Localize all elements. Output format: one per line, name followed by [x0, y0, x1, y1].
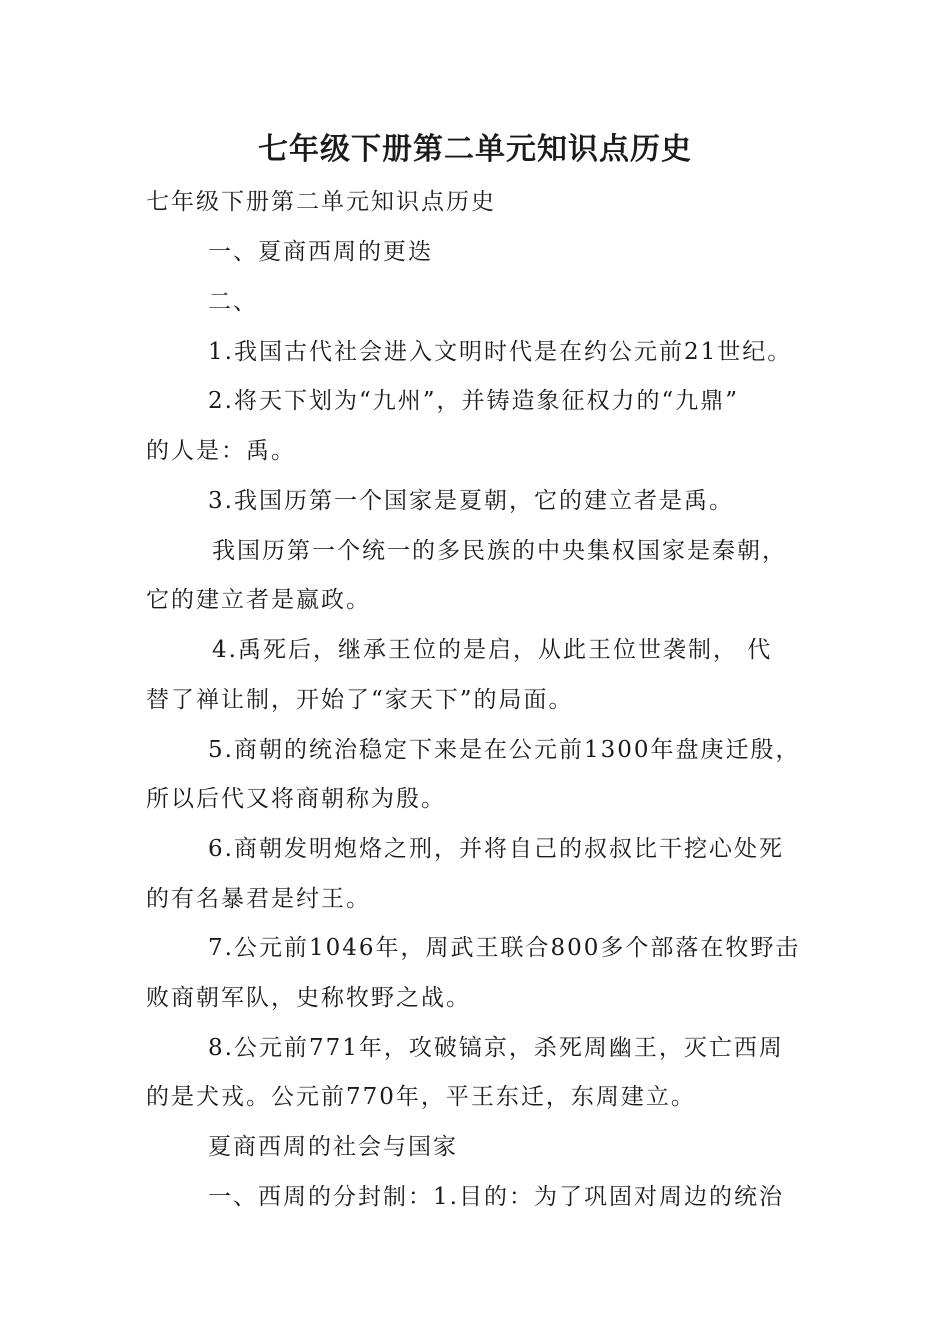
text-line: 7.公元前1046年，周武王联合800多个部落在牧野击 — [208, 935, 801, 961]
text-line: 1.我国古代社会进入文明时代是在约公元前21世纪。 — [208, 339, 793, 365]
text-line: 5.商朝的统治稳定下来是在公元前1300年盘庚迁殷， — [208, 737, 801, 763]
text-line: 它的建立者是嬴政。 — [146, 587, 371, 613]
text-line: 我国历第一个统一的多民族的中央集权国家是秦朝， — [212, 538, 787, 564]
text-line: 8.公元前771年，攻破镐京，杀死周幽王，灭亡西周 — [208, 1035, 784, 1061]
text-line: 一、夏商西周的更迭 — [208, 239, 433, 265]
text-line: 替了禅让制，开始了“家天下”的局面。 — [146, 687, 574, 713]
text-line: 一、西周的分封制：1.目的：为了巩固对周边的统治 — [208, 1184, 784, 1210]
text-line: 6.商朝发明炮烙之刑，并将自己的叔叔比干挖心处死 — [208, 836, 784, 862]
text-line: 夏商西周的社会与国家 — [208, 1134, 458, 1160]
text-line: 二、 — [208, 289, 258, 315]
document-title: 七年级下册第二单元知识点历史 — [258, 132, 692, 167]
text-line: 七年级下册第二单元知识点历史 — [146, 189, 496, 215]
text-line: 3.我国历第一个国家是夏朝，它的建立者是禹。 — [208, 488, 734, 514]
text-line: 的人是：禹。 — [146, 438, 296, 464]
text-line: 所以后代又将商朝称为殷。 — [146, 786, 446, 812]
text-line: 2.将天下划为“九州”，并铸造象征权力的“九鼎” — [208, 388, 739, 414]
text-line: 败商朝军队，史称牧野之战。 — [146, 985, 471, 1011]
text-line: 的有名暴君是纣王。 — [146, 886, 371, 912]
text-line: 的是犬戎。公元前770年，平王东迁，东周建立。 — [146, 1084, 696, 1110]
text-line: 4.禹死后，继承王位的是启，从此王位世袭制， 代 — [212, 637, 773, 663]
